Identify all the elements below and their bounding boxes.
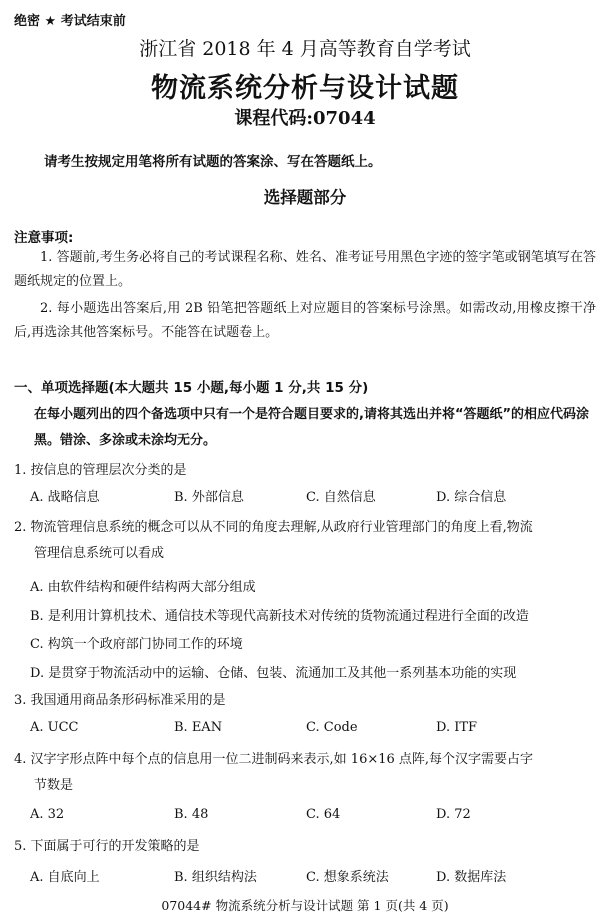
option: C. 自然信息 xyxy=(306,490,376,505)
question-2-option-b: B. 是利用计算机技术、通信技术等现代高新技术对传统的货物流通过程进行全面的改造 xyxy=(30,609,529,624)
course-code: 课程代码:07044 xyxy=(234,108,376,129)
answer-instruction: 请考生按规定用笔将所有试题的答案涂、写在答题纸上。 xyxy=(44,154,382,170)
question-3-options xyxy=(0,720,610,744)
question-5-stem: 5. 下面属于可行的开发策略的是 xyxy=(14,839,200,854)
subject-title: 物流系统分析与设计试题 xyxy=(151,73,459,104)
option: A. 自底向上 xyxy=(30,870,100,885)
question-4-stem-line2: 节数是 xyxy=(34,778,74,793)
question-2-stem xyxy=(14,515,604,567)
option: D. 综合信息 xyxy=(436,490,507,505)
question-2-stem-line1: 2. 物流管理信息系统的概念可以从不同的角度去理解,从政府行业管理部门的角度上看,物流 xyxy=(14,520,533,535)
page-footer: 07044# 物流系统分析与设计试题 第 1 页(共 4 页) xyxy=(161,898,449,913)
note-item-1: 1. 答题前,考生务必将自己的考试课程名称、姓名、准考证号用黑色字迹的签字笔或钢笔填写在答题纸规定的位置上。 xyxy=(14,250,596,289)
question-2-option-a: A. 由软件结构和硬件结构两大部分组成 xyxy=(30,580,256,595)
option: A. 32 xyxy=(30,807,65,822)
option: C. 64 xyxy=(306,807,341,822)
option: B. 外部信息 xyxy=(174,490,244,505)
option: C. 想象系统法 xyxy=(306,870,389,885)
option: A. UCC xyxy=(30,720,79,735)
question-4-options xyxy=(0,807,610,831)
option: C. Code xyxy=(306,720,358,735)
part-description: 在每小题列出的四个备选项中只有一个是符合题目要求的,请将其选出并将“答题纸”的相应代码涂黑。错涂、多涂或未涂均无分。 xyxy=(34,407,590,448)
option: D. 72 xyxy=(436,807,471,822)
question-2-option-c: C. 构筑一个政府部门协同工作的环境 xyxy=(30,637,243,652)
question-4-stem-line1: 4. 汉字字形点阵中每个点的信息用一位二进制码来表示,如 16×16 点阵,每个汉字需要占字 xyxy=(14,752,534,767)
option: B. 组织结构法 xyxy=(174,870,257,885)
notes-title: 注意事项: xyxy=(14,230,74,246)
question-5-options xyxy=(0,866,610,890)
note-item-2: 2. 每小题选出答案后,用 2B 铅笔把答题纸上对应题目的答案标号涂黑。如需改动,用橡皮擦干净后,再选涂其他答案标号。不能答在试题卷上。 xyxy=(14,301,596,340)
exam-title: 浙江省 2018 年 4 月高等教育自学考试 xyxy=(139,38,471,60)
section-title: 选择题部分 xyxy=(263,188,347,207)
question-2-stem-line2: 管理信息系统可以看成 xyxy=(34,546,165,561)
option: D. ITF xyxy=(436,720,478,735)
part-title: 一、单项选择题(本大题共 15 小题,每小题 1 分,共 15 分) xyxy=(14,380,369,396)
secret-label: 绝密 ★ 考试结束前 xyxy=(14,14,126,29)
question-1-options xyxy=(0,486,610,510)
question-2-option-d: D. 是贯穿于物流活动中的运输、仓储、包装、流通加工及其他一系列基本功能的实现 xyxy=(30,666,517,681)
question-1-stem: 1. 按信息的管理层次分类的是 xyxy=(14,463,187,478)
option: B. EAN xyxy=(174,720,223,735)
option: D. 数据库法 xyxy=(436,870,507,885)
option: A. 战略信息 xyxy=(30,490,100,505)
option: B. 48 xyxy=(174,807,209,822)
question-4-stem xyxy=(14,747,604,799)
question-3-stem: 3. 我国通用商品条形码标准采用的是 xyxy=(14,693,226,708)
